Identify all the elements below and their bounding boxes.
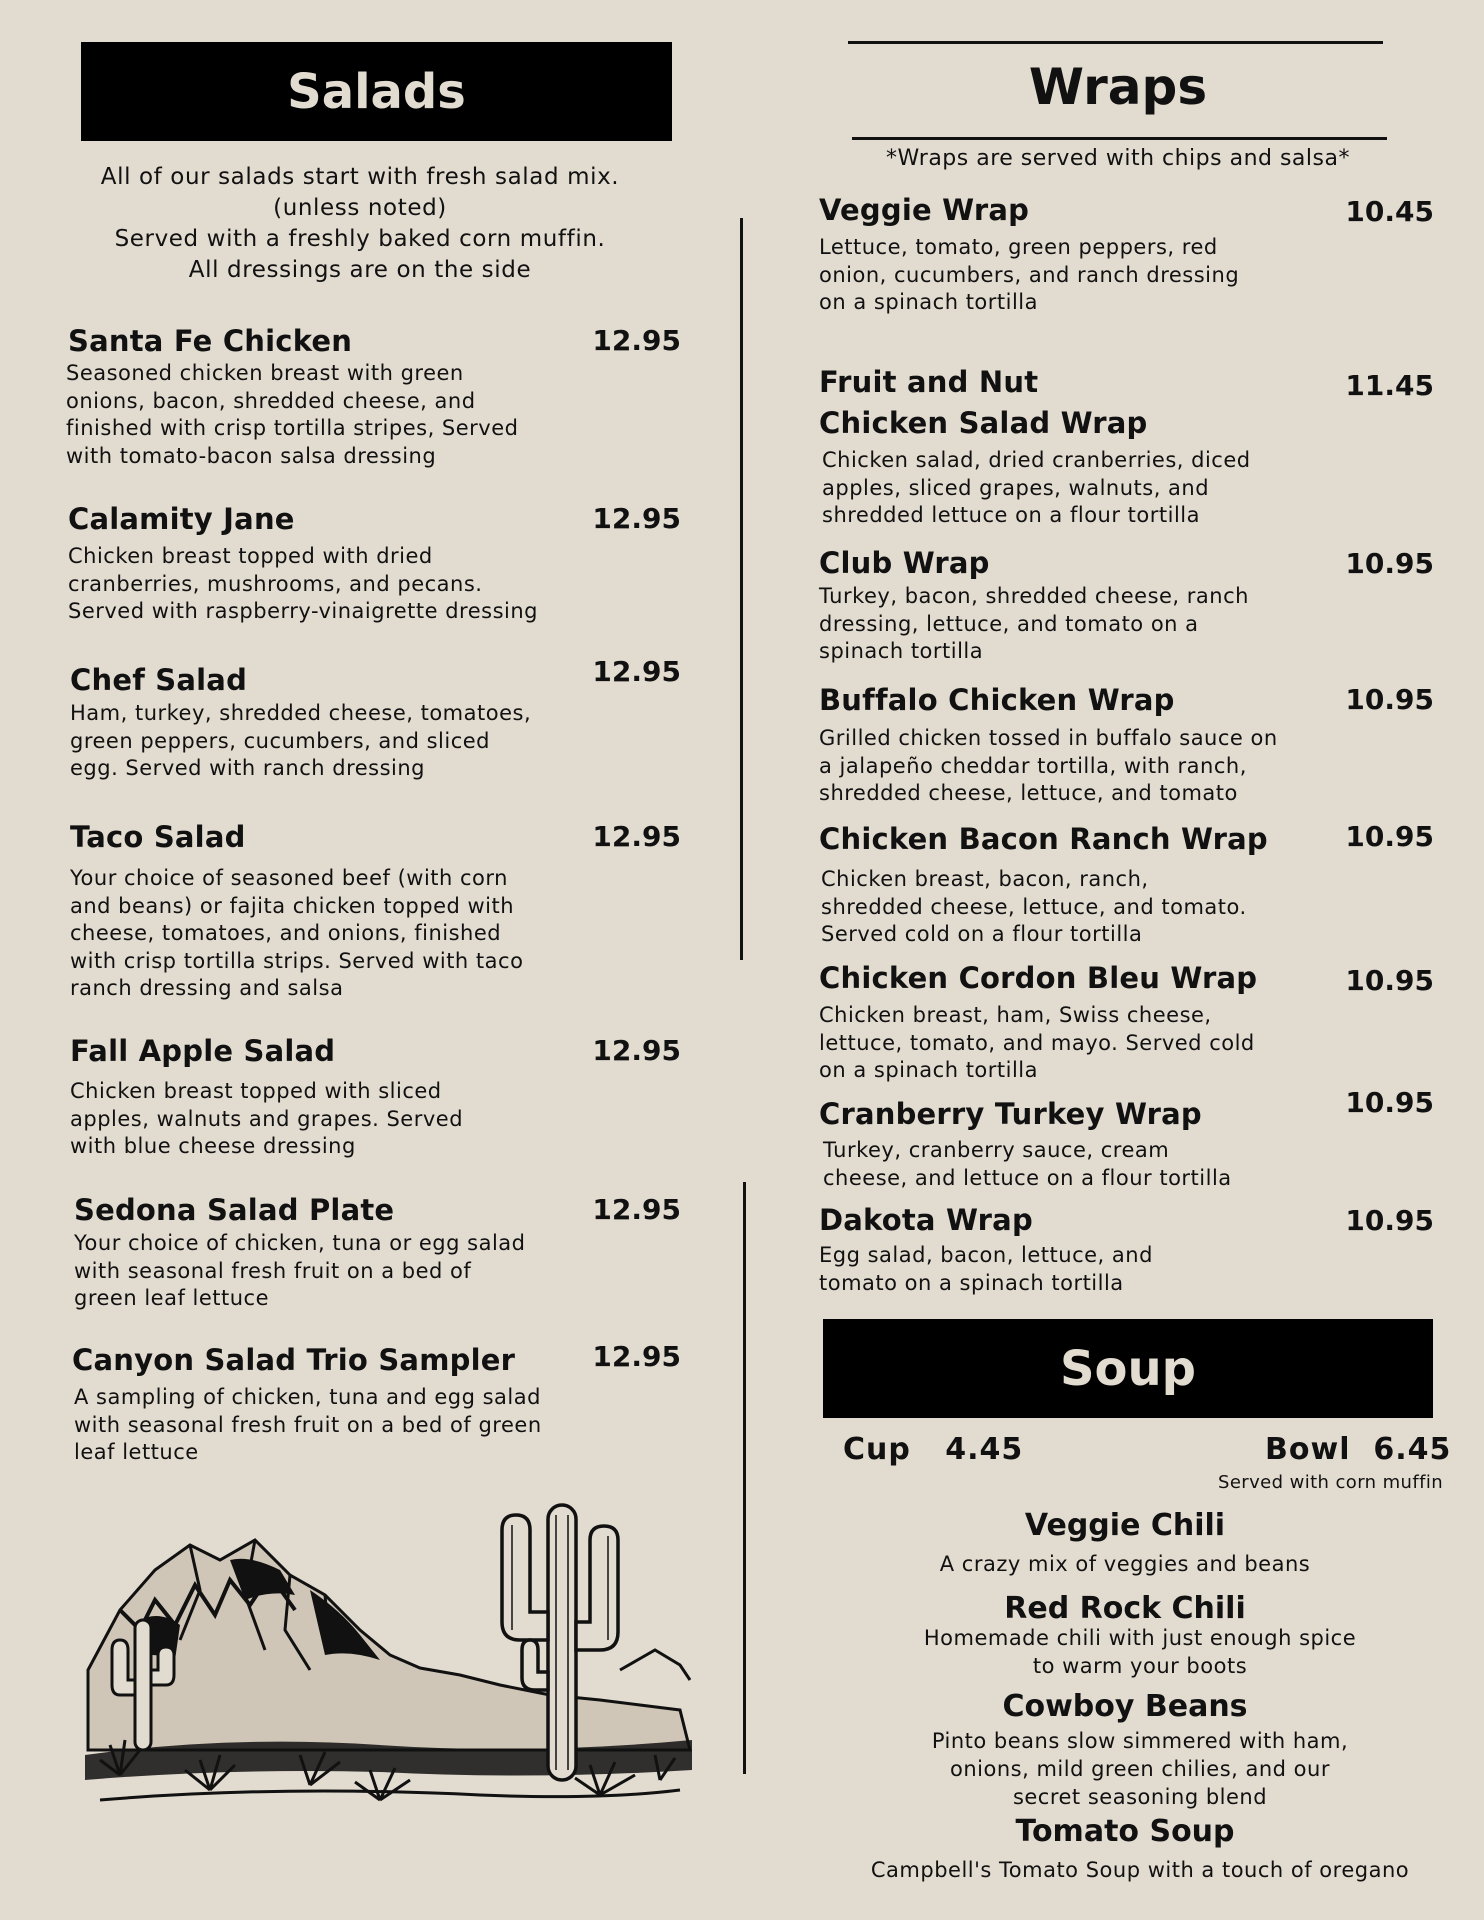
description-line: Served cold on a flour tortilla <box>821 922 1143 946</box>
soup-description <box>830 1856 1450 1884</box>
wrap-price: 10.95 <box>1345 683 1434 716</box>
salad-description <box>70 865 523 1003</box>
description-line: Served with raspberry-vinaigrette dressing <box>68 599 538 623</box>
salads-intro-line: All of our salads start with fresh salad mix. <box>100 164 620 190</box>
description-line: A sampling of chicken, tuna and egg salad <box>74 1385 541 1409</box>
description-line: onions, bacon, shredded cheese, and <box>66 388 476 413</box>
wrap-price: 10.95 <box>1345 547 1434 580</box>
description-line: with blue cheese dressing <box>70 1134 356 1158</box>
description-line: with seasonal fresh fruit on a bed of green <box>74 1412 542 1437</box>
wrap-price: 10.95 <box>1345 820 1434 853</box>
wrap-description <box>821 866 1247 949</box>
description-line: apples, sliced grapes, walnuts, and <box>822 475 1210 500</box>
description-line: a jalapeño cheddar tortilla, with ranch, <box>819 753 1247 778</box>
wrap-name-line: Chicken Salad Wrap <box>819 406 1148 440</box>
bowl-label: Bowl <box>1265 1432 1351 1467</box>
soup-banner <box>823 1319 1433 1418</box>
salad-description <box>70 1078 463 1161</box>
salad-description <box>66 360 518 470</box>
description-line: apples, walnuts and grapes. Served <box>70 1106 464 1131</box>
description-line: Pinto beans slow simmered with ham, <box>931 1729 1349 1753</box>
description-line: Chicken breast topped with dried <box>68 544 433 568</box>
description-line: Your choice of seasoned beef (with corn <box>70 866 508 890</box>
wraps-bottom-rule <box>852 137 1387 140</box>
description-line: leaf lettuce <box>74 1440 199 1464</box>
salad-price: 12.95 <box>592 655 681 688</box>
desert-cactus-illustration <box>80 1500 695 1830</box>
description-line: onions, mild green chilies, and our <box>950 1757 1330 1781</box>
description-line: finished with crisp tortilla stripes, Served <box>66 416 519 440</box>
column-divider <box>743 1182 746 1774</box>
wrap-description <box>819 725 1278 808</box>
salad-name: Santa Fe Chicken <box>68 324 353 358</box>
soup-title: Soup <box>1059 1340 1197 1397</box>
salad-name: Taco Salad <box>70 820 246 854</box>
description-line: secret seasoning blend <box>1012 1785 1268 1809</box>
wrap-name: Cranberry Turkey Wrap <box>819 1097 1202 1131</box>
description-line: shredded cheese, lettuce, and tomato. <box>821 894 1247 919</box>
soup-name: Cowboy Beans <box>1002 1689 1248 1724</box>
description-line: tomato on a spinach tortilla <box>819 1270 1124 1295</box>
salads-intro-line: All dressings are on the side <box>188 257 532 283</box>
wrap-description <box>819 234 1239 317</box>
wrap-description <box>819 1242 1153 1297</box>
soup-description <box>830 1727 1450 1811</box>
soup-description <box>815 1550 1435 1578</box>
description-line: Grilled chicken tossed in buffalo sauce on <box>819 726 1278 750</box>
wrap-price: 10.45 <box>1345 195 1434 228</box>
wrap-name: Veggie Wrap <box>819 193 1030 227</box>
salad-price: 12.95 <box>592 1034 681 1067</box>
description-line: Chicken salad, dried cranberries, diced <box>822 448 1251 472</box>
description-line: on a spinach tortilla <box>819 1058 1039 1082</box>
description-line: spinach tortilla <box>819 639 984 663</box>
salad-name: Chef Salad <box>70 663 248 697</box>
salads-title: Salads <box>287 63 466 120</box>
salad-name: Sedona Salad Plate <box>74 1193 395 1227</box>
description-line: Turkey, cranberry sauce, cream <box>823 1138 1170 1162</box>
description-line: Egg salad, bacon, lettuce, and <box>819 1243 1153 1267</box>
cup-price: 4.45 <box>945 1432 1024 1467</box>
soup-name: Veggie Chili <box>1024 1508 1226 1543</box>
bowl-price: 6.45 <box>1373 1432 1452 1467</box>
description-line: Campbell's Tomato Soup with a touch of oregano <box>870 1858 1410 1882</box>
wrap-name: Chicken Bacon Ranch Wrap <box>819 822 1268 856</box>
description-line: Seasoned chicken breast with green <box>66 361 464 385</box>
description-line: Ham, turkey, shredded cheese, tomatoes, <box>70 701 532 725</box>
wrap-name: Club Wrap <box>819 546 990 580</box>
wrap-price: 10.95 <box>1345 1086 1434 1119</box>
description-line: green peppers, cucumbers, and sliced <box>70 728 491 753</box>
soup-cup-price <box>843 1432 1023 1467</box>
description-line: with crisp tortilla strips. Served with taco <box>70 948 524 973</box>
salad-price: 12.95 <box>592 1340 681 1373</box>
description-line: Homemade chili with just enough spice <box>923 1626 1357 1650</box>
salad-name: Fall Apple Salad <box>70 1034 336 1068</box>
wrap-description <box>819 583 1249 666</box>
salad-description <box>70 700 531 783</box>
salads-intro-line: Served with a freshly baked corn muffin. <box>114 226 606 252</box>
wrap-name-line: Fruit and Nut <box>819 365 1039 399</box>
description-line: dressing, lettuce, and tomato on a <box>819 611 1199 636</box>
column-divider <box>740 218 743 960</box>
soup-description <box>830 1624 1450 1680</box>
description-line: Chicken breast topped with sliced <box>70 1079 442 1103</box>
description-line: onion, cucumbers, and ranch dressing <box>819 262 1240 287</box>
description-line: with seasonal fresh fruit on a bed of <box>74 1258 472 1283</box>
salad-price: 12.95 <box>592 324 681 357</box>
wrap-description <box>823 1137 1232 1192</box>
description-line: A crazy mix of veggies and beans <box>939 1552 1311 1576</box>
description-line: to warm your boots <box>1032 1654 1248 1678</box>
salad-price: 12.95 <box>592 820 681 853</box>
wrap-name: Chicken Cordon Bleu Wrap <box>819 961 1258 995</box>
description-line: cheese, and lettuce on a flour tortilla <box>823 1165 1232 1190</box>
salads-intro <box>80 162 640 286</box>
description-line: shredded lettuce on a flour tortilla <box>822 503 1200 527</box>
wraps-note: *Wraps are served with chips and salsa* <box>886 146 1350 171</box>
soup-note: Served with corn muffin <box>1218 1472 1444 1493</box>
salad-price: 12.95 <box>592 1193 681 1226</box>
wrap-description <box>819 1002 1255 1085</box>
salad-description <box>68 543 538 626</box>
description-line: cranberries, mushrooms, and pecans. <box>68 571 483 596</box>
salads-intro-line: (unless noted) <box>273 195 447 221</box>
wrap-price: 10.95 <box>1345 964 1434 997</box>
wraps-top-rule <box>848 41 1383 44</box>
description-line: egg. Served with ranch dressing <box>70 756 426 780</box>
salad-name: Canyon Salad Trio Sampler <box>72 1343 516 1377</box>
soup-bowl-price <box>1265 1432 1451 1467</box>
description-line: lettuce, tomato, and mayo. Served cold <box>819 1030 1255 1055</box>
description-line: with tomato-bacon salsa dressing <box>66 443 437 468</box>
salad-price: 12.95 <box>592 502 681 535</box>
description-line: and beans) or fajita chicken topped with <box>70 893 515 918</box>
description-line: cheese, tomatoes, and onions, finished <box>70 921 502 945</box>
description-line: Lettuce, tomato, green peppers, red <box>819 235 1218 259</box>
soup-name: Tomato Soup <box>1015 1814 1235 1849</box>
description-line: Turkey, bacon, shredded cheese, ranch <box>819 584 1249 608</box>
salad-description <box>74 1384 542 1467</box>
description-line: on a spinach tortilla <box>819 290 1039 314</box>
description-line: ranch dressing and salsa <box>70 976 344 1000</box>
soup-name: Red Rock Chili <box>1004 1591 1246 1626</box>
wrap-name: Dakota Wrap <box>819 1203 1033 1237</box>
cup-label: Cup <box>843 1432 911 1467</box>
wraps-title: Wraps <box>1028 58 1208 116</box>
wrap-name: Buffalo Chicken Wrap <box>819 683 1175 717</box>
wrap-price: 11.45 <box>1345 369 1434 402</box>
salads-banner <box>81 42 672 141</box>
wrap-description <box>822 447 1251 530</box>
salad-name: Calamity Jane <box>68 502 295 536</box>
description-line: Chicken breast, ham, Swiss cheese, <box>819 1003 1212 1027</box>
description-line: Your choice of chicken, tuna or egg salad <box>74 1231 526 1255</box>
description-line: Chicken breast, bacon, ranch, <box>821 867 1149 891</box>
salad-description <box>74 1230 525 1313</box>
wrap-price: 10.95 <box>1345 1204 1434 1237</box>
description-line: green leaf lettuce <box>74 1286 270 1310</box>
description-line: shredded cheese, lettuce, and tomato <box>819 781 1238 805</box>
wrap-name <box>819 362 1148 444</box>
